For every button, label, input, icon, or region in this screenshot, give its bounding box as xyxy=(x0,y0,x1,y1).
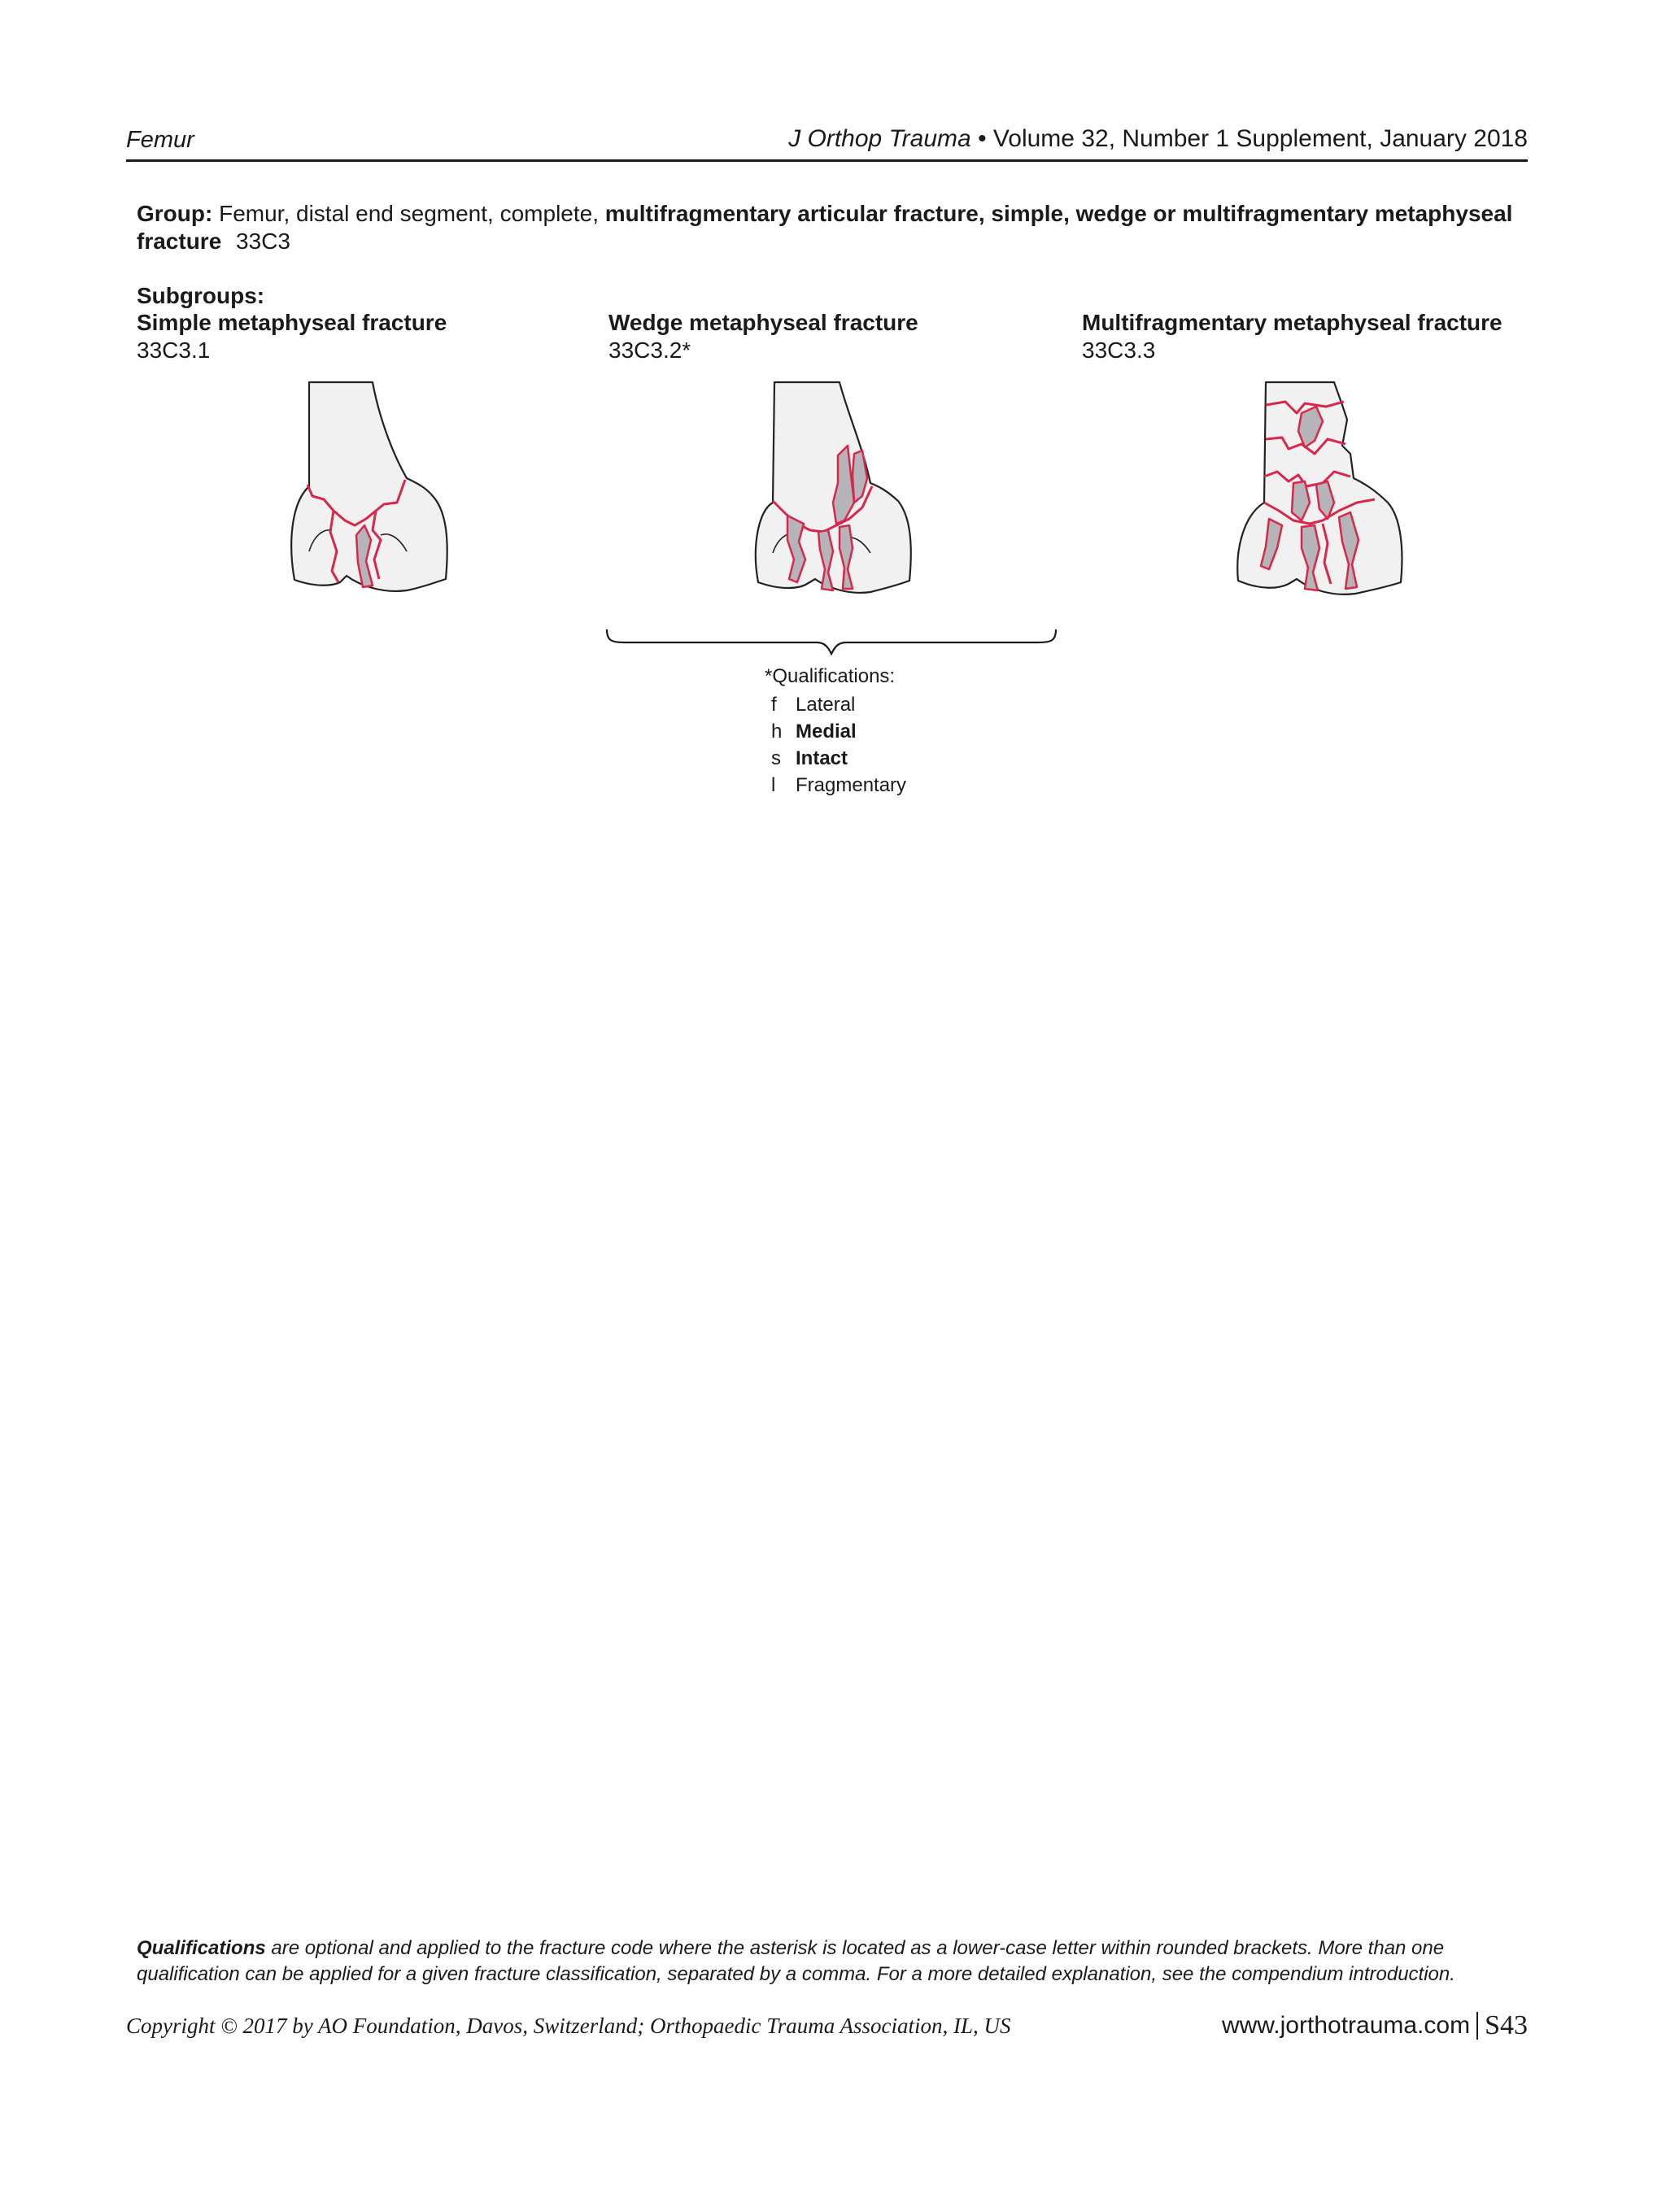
qualification-text: Fragmentary xyxy=(796,774,907,796)
subgroup-1-name: Simple metaphyseal fracture xyxy=(137,310,447,335)
subgroup-1 xyxy=(137,309,447,364)
qualifications-list xyxy=(771,691,906,799)
qualification-item xyxy=(771,772,906,799)
subgroup-3-name: Multifragmentary metaphyseal fracture xyxy=(1082,310,1502,335)
qualification-bracket xyxy=(604,625,1059,665)
qualification-letter: l xyxy=(771,774,776,796)
running-header-journal xyxy=(788,125,1528,153)
fracture-illustration-33c3-1 xyxy=(285,381,464,625)
qualification-text: Lateral xyxy=(796,694,856,716)
qualifications-title: *Qualifications: xyxy=(765,665,896,687)
qualification-item xyxy=(771,691,906,718)
qualification-letter: f xyxy=(771,694,777,716)
femur-outline xyxy=(756,382,911,593)
fracture-illustration-33c3-3 xyxy=(1220,381,1415,625)
copyright-notice: Copyright © 2017 by AO Foundation, Davos, Switzerland; Orthopaedic Trauma Association, IL, US xyxy=(126,2014,1011,2038)
group-bold-text: multifragmentary articular fracture, simple, wedge or multifragmentary metaphyseal fracture xyxy=(137,201,1513,254)
qualification-item xyxy=(771,718,906,745)
group-label: Group: xyxy=(137,201,213,226)
header-rule xyxy=(126,159,1528,162)
subgroups-title: Subgroups: xyxy=(137,283,265,308)
femur-outline xyxy=(291,382,447,591)
qualifications-footnote xyxy=(137,1936,1528,1988)
group-description xyxy=(137,200,1528,255)
qualification-item xyxy=(771,745,906,772)
journal-website: www.jorthotrauma.com xyxy=(1221,2012,1471,2039)
footnote-lead: Qualifications xyxy=(137,1937,266,1959)
subgroup-2 xyxy=(608,309,918,364)
group-code: 33C3 xyxy=(236,229,290,254)
qualification-text: Medial xyxy=(796,721,857,742)
qualification-text: Intact xyxy=(796,747,848,769)
journal-name: J Orthop Trauma xyxy=(788,125,971,152)
subgroup-1-code: 33C3.1 xyxy=(137,337,211,363)
footer-separator xyxy=(1476,2012,1478,2040)
subgroup-3-code: 33C3.3 xyxy=(1082,337,1156,363)
page-number: S43 xyxy=(1485,2010,1528,2040)
header-bullet: • xyxy=(978,125,987,152)
fracture-illustration-33c3-2 xyxy=(748,381,927,625)
group-plain-text: Femur, distal end segment, complete, xyxy=(219,201,599,226)
footer-right xyxy=(1222,2010,1528,2041)
running-header-section: Femur xyxy=(126,127,194,153)
qualification-letter: h xyxy=(771,721,783,742)
subgroup-2-name: Wedge metaphyseal fracture xyxy=(608,310,918,335)
journal-issue: Volume 32, Number 1 Supplement, January 2018 xyxy=(992,125,1528,152)
footnote-text: are optional and applied to the fracture code where the asterisk is located as a lower-case letter within rounded brackets. More than one qualification can be applied for a given fracture classification, separated by a comma. For a more detailed explanation, see the compendium introduction. xyxy=(137,1937,1455,1985)
qualification-letter: s xyxy=(771,747,781,769)
subgroup-2-code: 33C3.2* xyxy=(608,337,691,363)
subgroup-3 xyxy=(1082,309,1502,364)
